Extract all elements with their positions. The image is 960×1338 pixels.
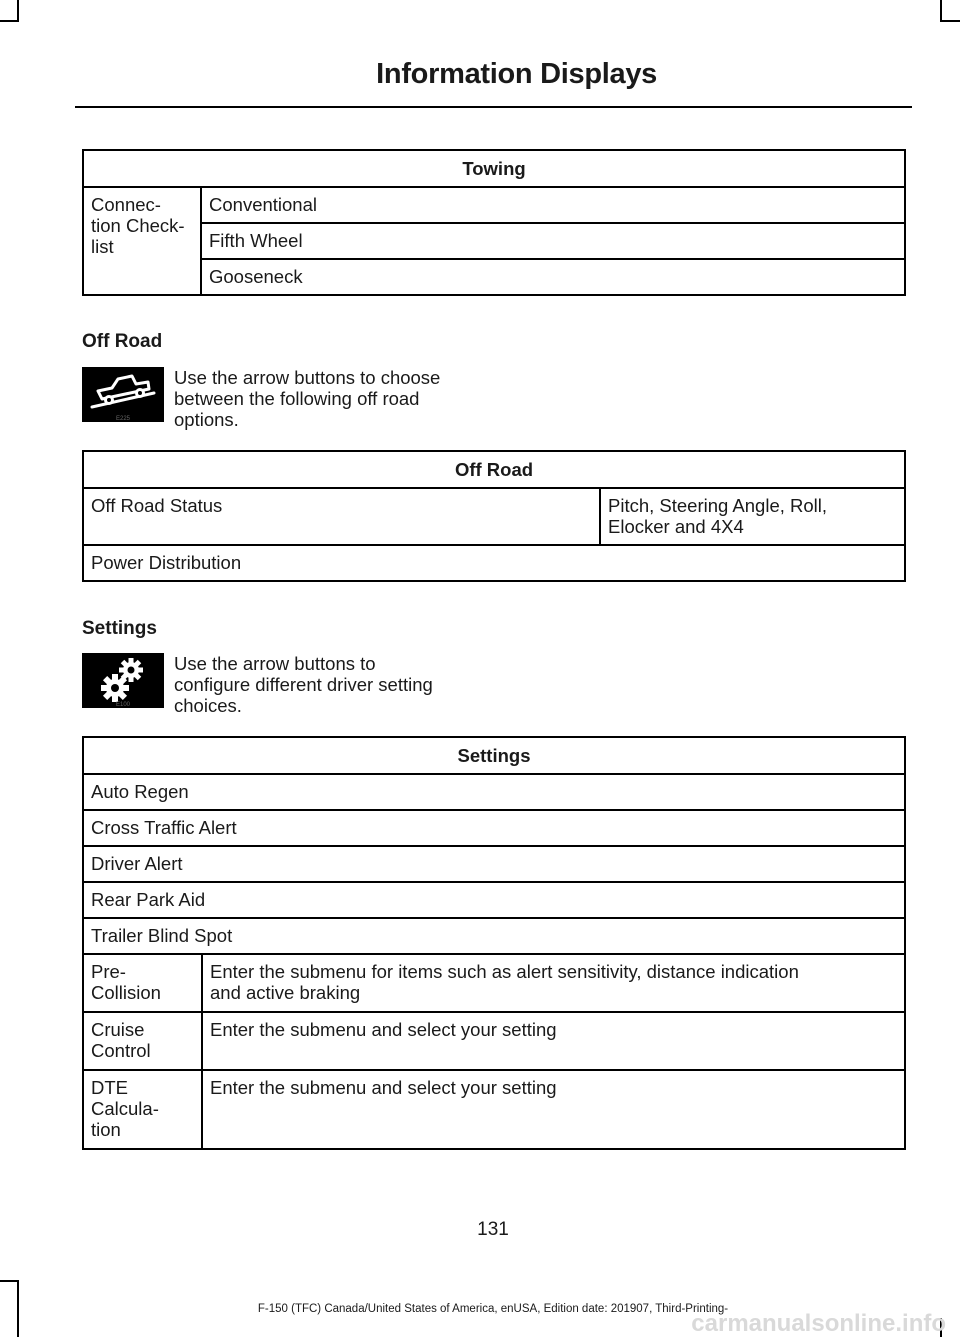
settings-heading: Settings xyxy=(82,618,157,639)
settings-description: Use the arrow buttons to configure different driver setting choices. xyxy=(174,653,433,716)
settings-item-description: Enter the submenu and select your setting xyxy=(202,1070,905,1149)
crop-mark xyxy=(940,20,960,22)
settings-item: Rear Park Aid xyxy=(83,882,905,918)
svg-text:E100: E100 xyxy=(116,702,131,708)
watermark: carmanualsonline.info xyxy=(691,1310,946,1337)
table-row xyxy=(83,545,905,581)
table-row xyxy=(83,259,905,295)
edition-footer: F-150 (TFC) Canada/United States of America, enUSA, Edition date: 201907, Third-Printing- xyxy=(257,1303,729,1315)
title-divider xyxy=(75,106,912,108)
table-row xyxy=(83,810,905,846)
table-row xyxy=(83,774,905,810)
off-road-status-label: Off Road Status xyxy=(83,488,600,545)
crop-mark xyxy=(17,0,19,22)
settings-item-label: Cruise Control xyxy=(83,1012,202,1070)
gears-icon xyxy=(82,653,164,708)
table-row xyxy=(83,954,905,1012)
settings-item: Cross Traffic Alert xyxy=(83,810,905,846)
table-row xyxy=(83,488,905,545)
settings-item: Auto Regen xyxy=(83,774,905,810)
off-road-description: Use the arrow buttons to choose between the following off road options. xyxy=(174,367,441,430)
crop-mark xyxy=(0,20,19,22)
crop-mark xyxy=(0,1280,19,1282)
table-header-row xyxy=(83,737,905,774)
svg-text:E225: E225 xyxy=(116,416,131,422)
settings-item-label: Pre-Collision xyxy=(83,954,202,1012)
off-road-heading: Off Road xyxy=(82,331,163,352)
off-road-status-value: Pitch, Steering Angle, Roll, Elocker and 4X4 xyxy=(600,488,905,545)
table-row xyxy=(83,223,905,259)
settings-item-description: Enter the submenu and select your setting xyxy=(202,1012,905,1070)
towing-table xyxy=(82,149,906,296)
table-header-row xyxy=(83,451,905,488)
table-row xyxy=(83,1012,905,1070)
off-road-table xyxy=(82,450,906,582)
connection-checklist-label: Connec- tion Check- list xyxy=(83,187,201,295)
table-row xyxy=(83,846,905,882)
table-row xyxy=(83,882,905,918)
towing-option: Gooseneck xyxy=(201,259,905,295)
settings-item-description: Enter the submenu for items such as alert sensitivity, distance indication and active braking xyxy=(202,954,905,1012)
table-header-row xyxy=(83,150,905,187)
table-row xyxy=(83,1070,905,1149)
towing-option: Conventional xyxy=(201,187,905,223)
power-distribution-label: Power Distribution xyxy=(83,545,905,581)
settings-table xyxy=(82,736,906,1150)
towing-table-heading: Towing xyxy=(83,150,905,187)
table-row xyxy=(83,918,905,954)
off-road-vehicle-icon xyxy=(82,367,164,422)
towing-option: Fifth Wheel xyxy=(201,223,905,259)
off-road-table-heading: Off Road xyxy=(83,451,905,488)
settings-item: Driver Alert xyxy=(83,846,905,882)
table-row xyxy=(83,187,905,223)
settings-item: Trailer Blind Spot xyxy=(83,918,905,954)
page-number: 131 xyxy=(477,1219,509,1240)
settings-item-label: DTE Calcula- tion xyxy=(83,1070,202,1149)
settings-table-heading: Settings xyxy=(83,737,905,774)
page-title: Information Displays xyxy=(376,58,657,90)
crop-mark xyxy=(940,0,942,22)
